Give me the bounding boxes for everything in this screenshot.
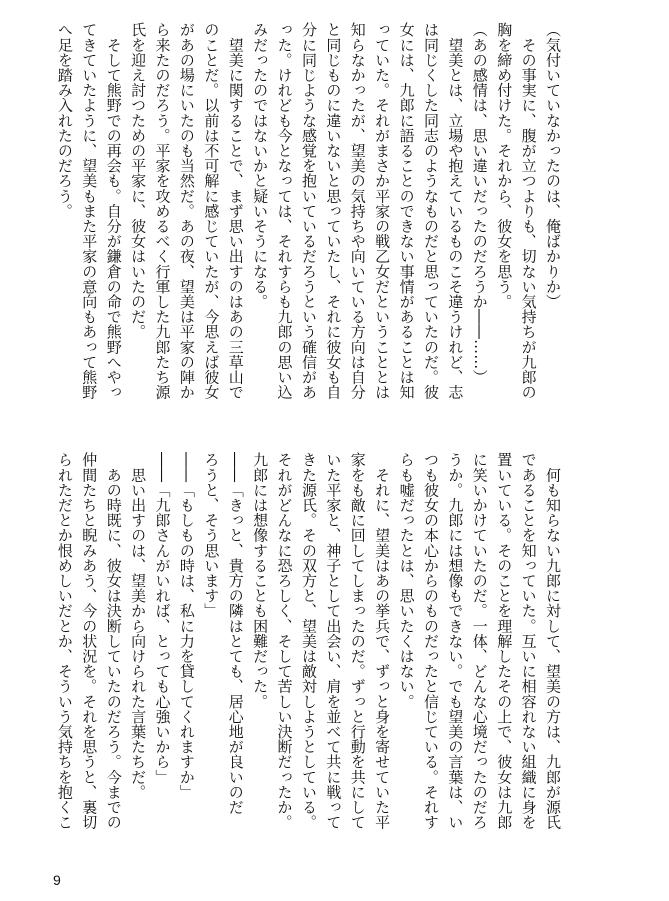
text-line: と同じものに違いないと思っていたし、それに彼女も自 <box>324 22 343 400</box>
text-line: うか。九郎には想像もできない。でも望美の言葉は、い <box>446 452 465 830</box>
text-line: 胸を締め付けた。それから、彼女を思う。 <box>495 22 514 309</box>
text-line: てきていたように、望美もまた平家の意向もあって熊野 <box>80 22 99 400</box>
text-line: ら来たのだろう。平家を攻めるべく行軍した九郎たち源 <box>153 22 172 400</box>
text-line: っていた。それがまさか平家の戦乙女だということとは <box>373 22 392 400</box>
text-line: であることを知っていた。互いに相容れない組織に身を <box>519 452 538 830</box>
text-line: 仲間たちと睨みあう、今の状況を。それを思うと、裏切 <box>80 452 99 830</box>
text-line: 何も知らない九郎に対して、望美の方は、九郎が源氏 <box>544 452 562 830</box>
text-line: のことだ。以前は不可解に感じていたが、今思えば彼女 <box>202 22 221 400</box>
text-line: 分に同じような感覚を抱いているだろうという確信があ <box>299 22 318 400</box>
text-line: 置いている。そのことを理解したその上で、彼女は九郎 <box>495 452 514 830</box>
text-line: 知らなかったが、望美の気持ちや向いている方向は自分 <box>348 22 367 400</box>
text-line: それがどんなに恐ろしく、そして苦しい決断だったか。 <box>275 452 294 830</box>
text-line: きた源氏。その双方と、望美は敵対しようとしている。 <box>299 452 318 830</box>
text-line: 思い出すのは、望美から向けられた言葉たちだ。 <box>129 452 148 800</box>
text-line: 氏を迎え討つための平家に、彼女はいたのだ。 <box>129 22 148 340</box>
text-line: があの場にいたのも当然だ。あの夜、望美は平家の陣か <box>177 22 196 400</box>
text-line: った。けれども今となっては、それすらも九郎の思い込 <box>275 22 294 400</box>
text-line: （気付いていなかったのは、俺ばかりか） <box>544 22 562 309</box>
text-line: ろうと、そう思います」 <box>202 452 221 619</box>
text-line: みだったのではないかと疑いそうになる。 <box>251 22 270 309</box>
text-line: に笑いかけていたのだ。一体、どんな心境だったのだろ <box>470 452 489 830</box>
text-line: へ足を踏み入れたのだろう。 <box>55 22 74 219</box>
page-number: 9 <box>53 872 61 888</box>
text-block-bottom <box>53 452 565 832</box>
text-line: ――「九郎さんがいれば、とっても心強いから」 <box>153 452 172 785</box>
text-line: そして熊野での再会も。自分が鎌倉の命で熊野へやっ <box>104 22 123 400</box>
text-line: 望美に関することで、まず思い出すのはあの三草山で <box>226 22 245 400</box>
text-line: その事実に、腹が立つよりも、切ない気持ちが九郎の <box>519 22 538 400</box>
text-line: つも彼女の本心からのものだったと信じている。それす <box>421 452 440 830</box>
text-line: らも嘘だったとは、思いたくはない。 <box>397 452 416 709</box>
text-line: （あの感情は、思い違いだったのだろうか――……） <box>470 22 489 385</box>
text-line: 九郎には想像することも困難だった。 <box>251 452 270 709</box>
text-block-top <box>53 22 565 402</box>
text-line: ――「もしもの時は、私に力を貸してくれますか」 <box>177 452 196 800</box>
text-line: られただとか恨めしいだとか、そういう気持ちを抱くこ <box>55 452 74 830</box>
text-line: それに、望美はあの挙兵で、ずっと身を寄せていた平 <box>373 452 392 830</box>
text-line: ――「きっと、貴方の隣はとても、居心地が良いのだ <box>226 452 245 815</box>
text-line: いた平家と、神子として出会い、肩を並べて共に戦って <box>324 452 343 830</box>
text-line: 望美とは、立場や抱えているものこそ違うけれど、志 <box>446 22 465 400</box>
text-line: 家をも敵に回してしまったのだ。ずっと行動を共にして <box>348 452 367 830</box>
text-line: 女には、九郎に語ることのできない事情があることは知 <box>397 22 416 400</box>
text-line: は同じくした同志のようなものだと思っていたのだ。彼 <box>421 22 440 400</box>
text-line: あの時既に、彼女は決断していたのだろう。今までの <box>104 452 123 830</box>
